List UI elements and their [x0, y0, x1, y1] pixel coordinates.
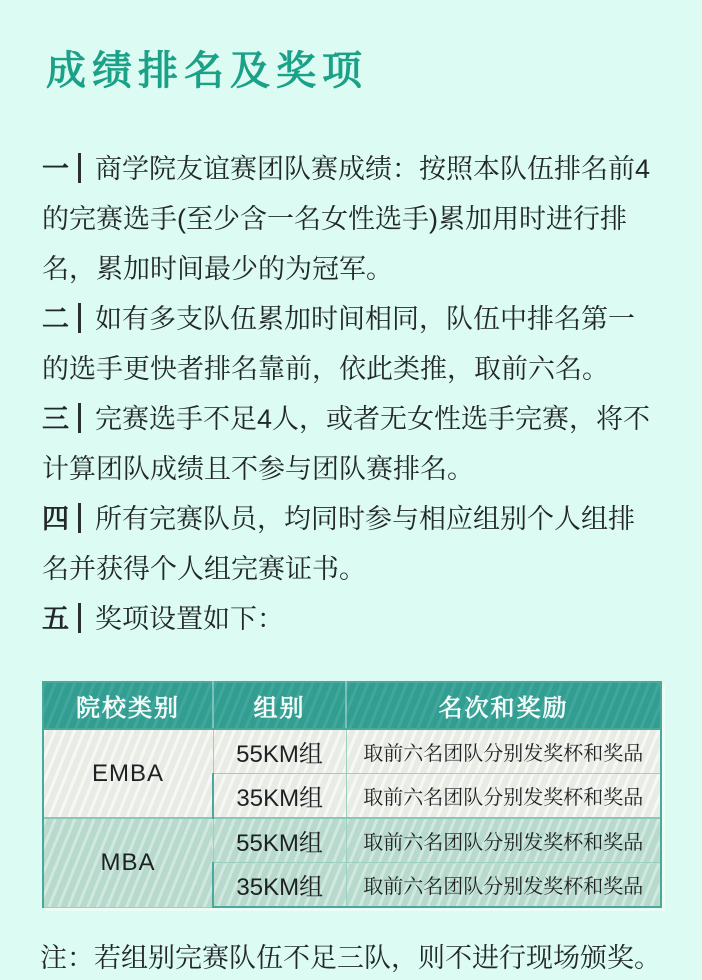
rule-number: 二 — [42, 304, 69, 334]
table-row — [43, 818, 661, 863]
table-cell-category-emba: EMBA — [43, 729, 213, 818]
table-cell-award: 取前六名团队分别发奖杯和奖品 — [346, 729, 661, 774]
rule-text: 所有完赛队员，均同时参与相应组别个人组排名并获得个人组完赛证书。 — [42, 504, 635, 584]
rule-text: 完赛选手不足4人，或者无女性选手完赛，将不计算团队成绩且不参与团队赛排名。 — [42, 404, 651, 484]
footnote: 注：若组别完赛队伍不足三队，则不进行现场颁奖。 — [40, 943, 661, 973]
rule-item-3 — [42, 394, 660, 494]
table-header-award: 名次和奖励 — [346, 682, 661, 729]
rule-separator-bar — [78, 503, 81, 533]
table-cell-group: 35KM组 — [213, 774, 346, 819]
rule-number: 五 — [42, 604, 69, 634]
rule-text: 奖项设置如下： — [95, 604, 284, 634]
table-cell-category-mba: MBA — [43, 818, 213, 907]
table-cell-award: 取前六名团队分别发奖杯和奖品 — [346, 818, 661, 863]
table-cell-award: 取前六名团队分别发奖杯和奖品 — [346, 863, 661, 908]
table-cell-award: 取前六名团队分别发奖杯和奖品 — [346, 774, 661, 819]
rules-list — [42, 144, 660, 644]
table-header-group: 组别 — [213, 682, 346, 729]
table-cell-group: 55KM组 — [213, 729, 346, 774]
rule-item-2 — [42, 294, 660, 394]
rule-number: 一 — [42, 154, 69, 184]
rule-number: 三 — [42, 404, 69, 434]
table-header-category: 院校类别 — [43, 682, 213, 729]
rule-number: 四 — [42, 504, 69, 534]
rule-text: 如有多支队伍累加时间相同，队伍中排名第一的选手更快者排名靠前，依此类推，取前六名。 — [42, 304, 635, 384]
awards-table — [42, 681, 662, 908]
rule-item-5 — [42, 594, 660, 644]
page-title: 成绩排名及奖项 — [46, 47, 368, 94]
rule-separator-bar — [78, 303, 81, 333]
table-cell-group: 55KM组 — [213, 818, 346, 863]
table-row — [43, 729, 661, 774]
awards-table-header-row — [43, 682, 661, 729]
rule-item-4 — [42, 494, 660, 594]
table-cell-group: 35KM组 — [213, 863, 346, 908]
rule-text: 商学院友谊赛团队赛成绩：按照本队伍排名前4的完赛选手(至少含一名女性选手)累加用时进行排名，累加时间最少的为冠军。 — [42, 154, 651, 284]
rule-separator-bar — [78, 153, 81, 183]
rule-item-1 — [42, 144, 660, 294]
rule-separator-bar — [78, 403, 81, 433]
rule-separator-bar — [78, 603, 81, 633]
